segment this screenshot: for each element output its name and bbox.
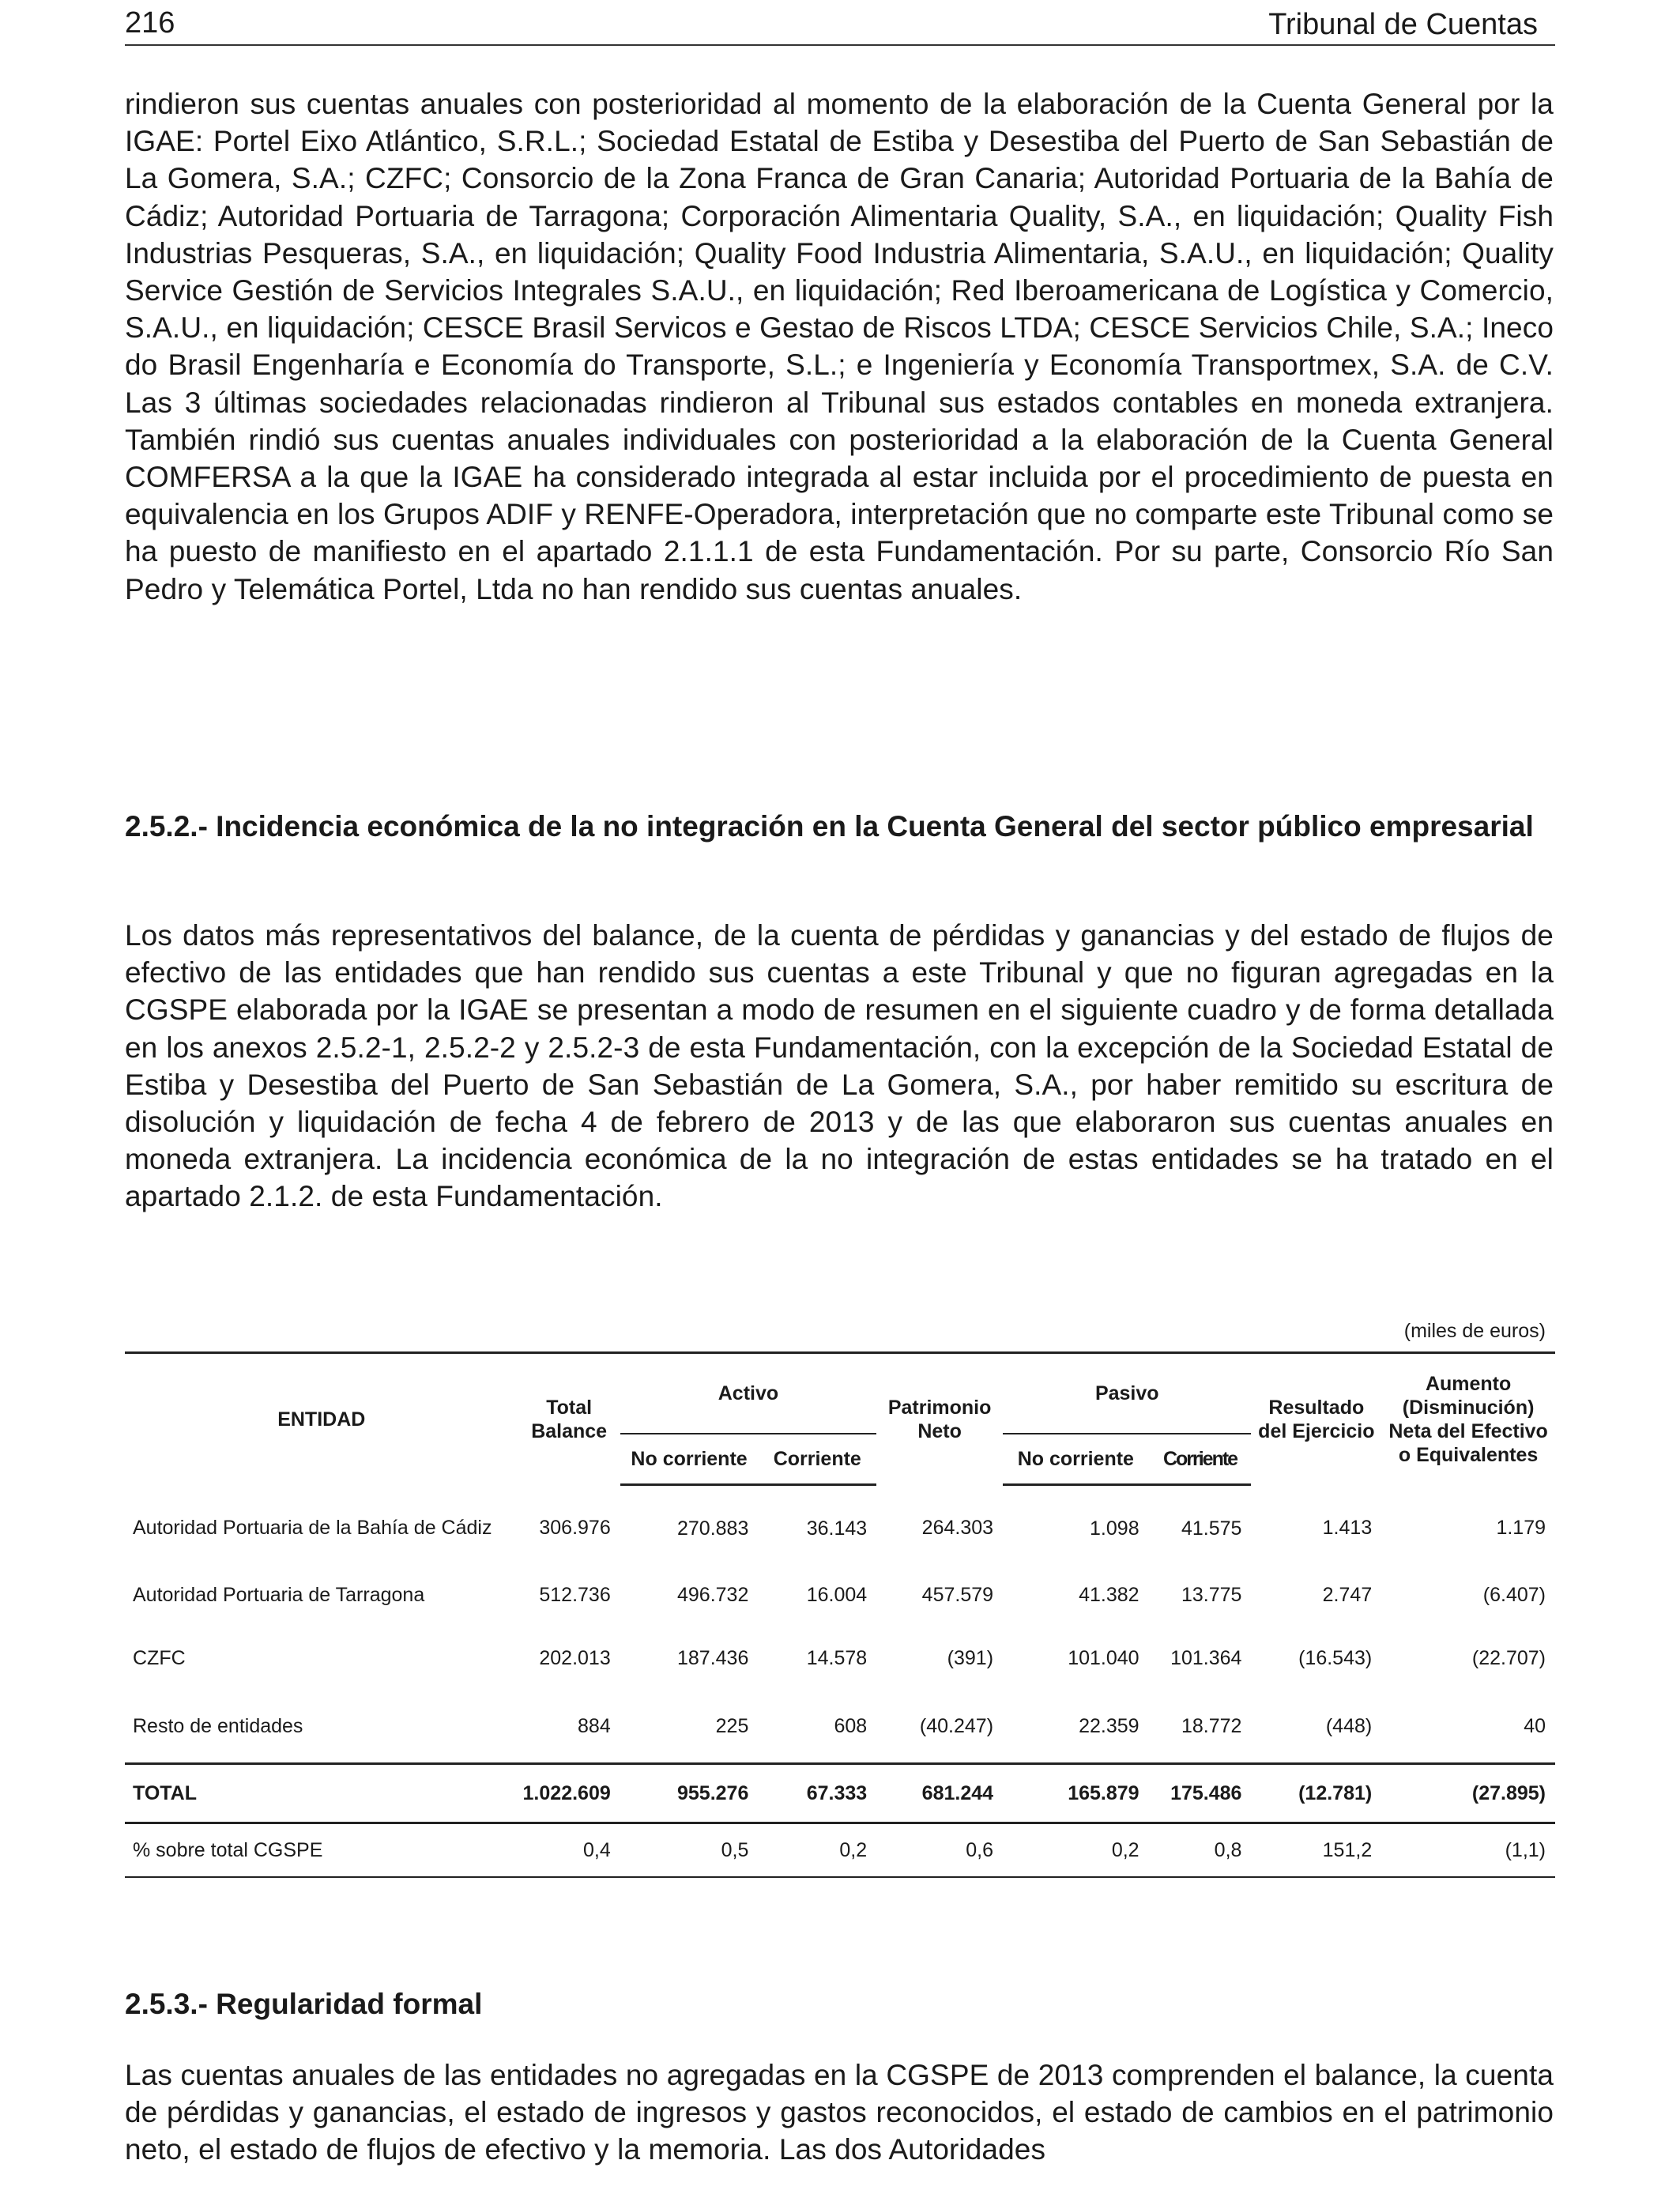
cell-resultado: (16.543) — [1298, 1646, 1373, 1669]
cell-resultado: (12.781) — [1251, 1764, 1381, 1823]
cell-activo-no-corriente: 496.732 — [676, 1583, 749, 1606]
cell-pasivo-corriente: 13.775 — [1181, 1583, 1242, 1606]
cell-total-balance: 306.976 — [539, 1516, 611, 1539]
cell-pasivo-no-corriente: 101.040 — [1068, 1646, 1139, 1669]
table-row — [125, 1485, 1555, 1564]
cell-pasivo-corriente: 101.364 — [1170, 1646, 1242, 1669]
cell-activo-corriente: 36.143 — [806, 1517, 868, 1540]
cell-pasivo-corriente: 175.486 — [1149, 1764, 1252, 1823]
cell-aumento: (6.407) — [1482, 1583, 1546, 1606]
cell-pasivo-no-corriente: 41.382 — [1079, 1583, 1139, 1606]
cell-activo-corriente: 14.578 — [806, 1646, 868, 1669]
cell-entidad: TOTAL — [125, 1764, 518, 1823]
cell-pasivo-no-corriente: 165.879 — [1003, 1764, 1149, 1823]
cell-entidad: CZFC — [133, 1646, 186, 1669]
section-2-5-2-paragraph: Los datos más representativos del balance, de la cuenta de pérdidas y ganancias y del estado de flujos de efectivo de las entidades que han rendido sus cuentas a este Tribunal y que no figuran agregadas en la CGSPE elaborada por la IGAE se presentan a modo de resumen en el siguiente cuadro y de forma detallada en los anexos 2.5.2-1, 2.5.2-2 y 2.5.2-3 de esta Fundamentación, con la excepción de la Sociedad Estatal de Estiba y Desestiba del Puerto de San Sebastián de La Gomera, S.A., por haber remitido su escritura de disolución y liquidación de fecha 4 de febrero de 2013 y de las que elaboraron sus cuentas anuales en moneda extranjera. La incidencia económica de la no integración de estas entidades se ha tratado en el apartado 2.1.2. de esta Fundamentación. — [125, 919, 1554, 1213]
cell-entidad: Autoridad Portuaria de Tarragona — [133, 1583, 425, 1606]
cell-pasivo-corriente: 0,8 — [1149, 1823, 1252, 1878]
table-percent-row — [125, 1823, 1555, 1878]
page-number: 216 — [125, 6, 175, 40]
cell-patrimonio-neto: (40.247) — [919, 1714, 994, 1737]
cell-activo-no-corriente: 225 — [715, 1714, 749, 1737]
cell-patrimonio-neto: 0,6 — [876, 1823, 1003, 1878]
cell-pasivo-corriente: 18.772 — [1181, 1714, 1242, 1737]
cell-activo-no-corriente: 0,5 — [620, 1823, 759, 1878]
intro-paragraph: rindieron sus cuentas anuales con posterioridad al momento de la elaboración de la Cuenta General por la IGAE: Portel Eixo Atlántico, S.R.L.; Sociedad Estatal de Estiba y Desestiba del Puerto de San Sebastián de La Gomera, S.A.; CZFC; Consorcio de la Zona Franca de Gran Canaria; Autoridad Portuaria de la Bahía de Cádiz; Autoridad Portuaria de Tarragona; Corporación Alimentaria Quality, S.A., en liquidación; Quality Fish Industrias Pesqueras, S.A., en liquidación; Quality Food Industria Alimentaria, S.A.U., en liquidación; Quality Service Gestión de Servicios Integrales S.A.U., en liquidación; Red Iberoamericana de Logística y Comercio, S.A.U., en liquidación; CESCE Brasil Servicos e Gestao de Riscos LTDA; CESCE Servicios Chile, S.A.; Ineco do Brasil Engenharía e Economía do Transporte, S.L.; e Ingeniería y Economía Transportmex, S.A. de C.V. Las 3 últimas sociedades relacionadas rindieron al Tribunal sus estados contables en moneda extranjera. También rindió sus cuentas anuales individuales con posterioridad a la elaboración de la Cuenta General COMFERSA a la que la IGAE ha considerado integrada al estar incluida por el procedimiento de puesta en equivalencia en los Grupos ADIF y RENFE-Operadora, interpretación que no comparte este Tribunal como se ha puesto de manifiesto en el apartado 2.1.1.1 de esta Fundamentación. Por su parte, Consorcio Río San Pedro y Telemática Portel, Ltda no han rendido sus cuentas anuales. — [125, 88, 1554, 605]
cell-aumento: 1.179 — [1496, 1516, 1546, 1539]
cell-pasivo-no-corriente: 1.098 — [1090, 1517, 1139, 1540]
table-units-note: (miles de euros) — [1403, 1320, 1546, 1342]
table-row — [125, 1563, 1555, 1627]
col-header-aumento: Aumento (Disminución) Neta del Efectivo o Equivalentes — [1381, 1353, 1555, 1485]
cell-pasivo-corriente: 41.575 — [1181, 1517, 1242, 1540]
cell-total-balance: 1.022.609 — [518, 1764, 620, 1823]
cell-total-balance: 512.736 — [539, 1583, 611, 1606]
cell-aumento: 40 — [1524, 1714, 1546, 1737]
page-header — [125, 3, 1555, 46]
cell-resultado: 1.413 — [1322, 1516, 1373, 1539]
col-header-resultado: Resultado del Ejercicio — [1251, 1353, 1381, 1485]
cell-aumento: (27.895) — [1381, 1764, 1555, 1823]
cell-activo-corriente: 67.333 — [758, 1764, 876, 1823]
cell-entidad: % sobre total CGSPE — [125, 1823, 518, 1878]
col-header-pasivo-corriente: Corriente — [1149, 1434, 1252, 1485]
col-header-activo-corriente: Corriente — [758, 1434, 876, 1485]
col-header-patrimonio-neto: Patrimonio Neto — [876, 1353, 1003, 1485]
table-row — [125, 1690, 1555, 1764]
cell-total-balance: 202.013 — [539, 1646, 611, 1669]
cell-activo-no-corriente: 955.276 — [620, 1764, 759, 1823]
cell-pasivo-no-corriente: 22.359 — [1079, 1714, 1139, 1737]
table-total-row — [125, 1764, 1555, 1823]
summary-table — [125, 1351, 1555, 1878]
cell-resultado: 151,2 — [1251, 1823, 1381, 1878]
col-header-pasivo-no-corriente: No corriente — [1003, 1434, 1149, 1485]
cell-activo-corriente: 0,2 — [758, 1823, 876, 1878]
col-header-pasivo: Pasivo — [1003, 1353, 1251, 1434]
cell-pasivo-no-corriente: 0,2 — [1003, 1823, 1149, 1878]
cell-patrimonio-neto: 457.579 — [921, 1583, 994, 1606]
cell-aumento: (1,1) — [1381, 1823, 1555, 1878]
running-title: Tribunal de Cuentas — [1268, 8, 1538, 41]
cell-activo-no-corriente: 270.883 — [676, 1517, 749, 1540]
cell-entidad: Resto de entidades — [133, 1714, 303, 1737]
cell-entidad: Autoridad Portuaria de la Bahía de Cádiz — [133, 1516, 492, 1539]
cell-patrimonio-neto: 681.244 — [876, 1764, 1003, 1823]
table-header-row — [125, 1353, 1555, 1434]
col-header-total-balance: Total Balance — [518, 1353, 620, 1485]
table-row — [125, 1627, 1555, 1690]
cell-aumento: (22.707) — [1471, 1646, 1546, 1669]
col-header-activo-no-corriente: No corriente — [620, 1434, 759, 1485]
cell-activo-corriente: 608 — [834, 1714, 868, 1737]
cell-activo-no-corriente: 187.436 — [676, 1646, 749, 1669]
cell-resultado: 2.747 — [1322, 1583, 1373, 1606]
cell-patrimonio-neto: (391) — [947, 1646, 994, 1669]
cell-activo-corriente: 16.004 — [806, 1583, 868, 1606]
cell-total-balance: 884 — [578, 1714, 611, 1737]
col-header-activo: Activo — [620, 1353, 876, 1434]
section-2-5-3-paragraph: Las cuentas anuales de las entidades no agregadas en la CGSPE de 2013 comprenden el balance, la cuenta de pérdidas y ganancias, el estado de ingresos y gastos reconocidos, el estado de cambios en el patrimonio neto, el estado de flujos de efectivo y la memoria. Las dos Autoridades — [125, 2059, 1554, 2166]
cell-patrimonio-neto: 264.303 — [921, 1516, 994, 1539]
section-2-5-2-title: 2.5.2.- Incidencia económica de la no integración en la Cuenta General del sector público empresarial — [125, 810, 1534, 843]
cell-resultado: (448) — [1325, 1714, 1373, 1737]
cell-total-balance: 0,4 — [518, 1823, 620, 1878]
col-header-entidad: ENTIDAD — [125, 1353, 518, 1485]
section-2-5-3-title: 2.5.3.- Regularidad formal — [125, 1988, 483, 2020]
